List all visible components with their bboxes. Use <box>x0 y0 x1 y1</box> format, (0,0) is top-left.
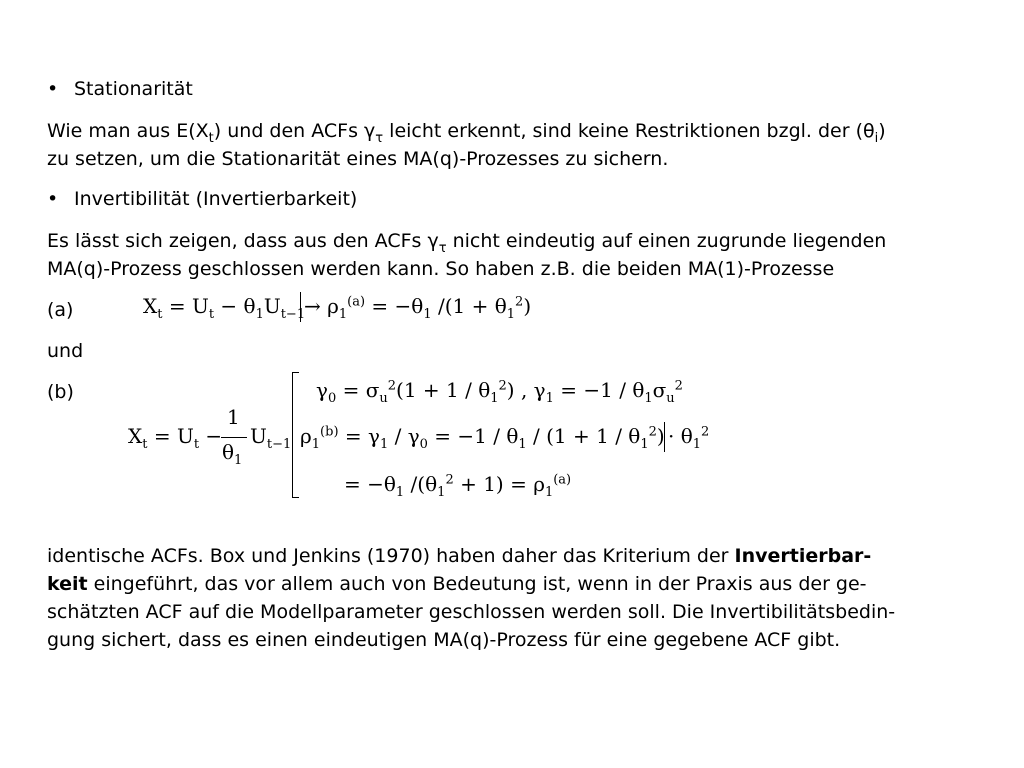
bullet-stationaritaet: Stationarität <box>74 78 193 100</box>
fraction-numerator: 1 <box>227 405 240 429</box>
label-b: (b) <box>47 381 74 403</box>
equation-b-line2: $\rho_1^{(b)} = \gamma_1 / \gamma_0 = -1 / \theta_1 / (1 + 1 / \theta_1^2)$ <box>300 424 665 452</box>
paragraph-stationarity: Wie man aus $E(X_t)$ und den ACFs $\gamma_\tau$ leicht erkennt, sind keine Restriktionen bzgl. der $(\theta_i)$ <box>47 120 886 146</box>
paragraph-conclusion-line3: schätzten ACF auf die Modellparameter geschlossen werden soll. Die Invertibilitätsbedin- <box>47 601 896 623</box>
fraction-denominator: $\theta_1$ <box>222 440 243 468</box>
equation-b-line3: = $-\theta_1$ $/(\theta_1^2 + 1) = \rho_1^{(a)}$ <box>344 472 572 500</box>
paragraph-invertibility-line2: MA(q)-Prozess geschlossen werden kann. So haben z.B. die beiden MA(1)-Prozesse <box>47 258 835 280</box>
equation-b-lhs: $X_t = U_t$ − <box>128 424 223 452</box>
paragraph-stationarity-line2: zu setzen, um die Stationarität eines MA(q)-Prozesses zu sichern. <box>47 148 669 170</box>
bullet-dot: • <box>47 188 59 210</box>
equation-b-bracket <box>292 372 299 498</box>
paragraph-conclusion-line2: keit eingeführt, das vor allem auch von Bedeutung ist, wenn in der Praxis aus der ge- <box>47 573 867 595</box>
equation-a-separator <box>300 292 301 322</box>
paragraph-conclusion-line4: gung sichert, dass es einen eindeutigen MA(q)-Prozess für eine gegebene ACF gibt. <box>47 629 841 651</box>
fraction-bar <box>221 437 247 438</box>
paragraph-conclusion-line1: identische ACFs. Box und Jenkins (1970) haben daher das Kriterium der Invertierbar- <box>47 545 872 567</box>
equation-b-lagterm: $U_{t-1}$ <box>250 424 292 452</box>
label-a: (a) <box>47 299 74 321</box>
bullet-dot: • <box>47 78 59 100</box>
equation-b-separator <box>664 422 665 452</box>
equation-b-multiplier: · $\theta_1^2$ <box>668 424 710 452</box>
equation-b-line1: $\gamma_0 = \sigma_u^2(1 + 1 / \theta_1^2)$ , $\gamma_1 = -1 / \theta_1\sigma_u^2$ <box>316 378 683 406</box>
bullet-invertibility: Invertibilität (Invertierbarkeit) <box>74 188 358 210</box>
paragraph-invertibility: Es lässt sich zeigen, dass aus den ACFs $\gamma_\tau$ nicht eindeutig auf einen zugrunde liegenden <box>47 230 887 256</box>
equation-a-acf: → $\rho_1^{(a)} = -\theta_1$ $/(1 + \theta_1^2)$ <box>304 294 532 322</box>
equation-a: $X_t = U_t - \theta_1U_{t-1}$ <box>143 294 306 322</box>
label-und: und <box>47 340 84 362</box>
